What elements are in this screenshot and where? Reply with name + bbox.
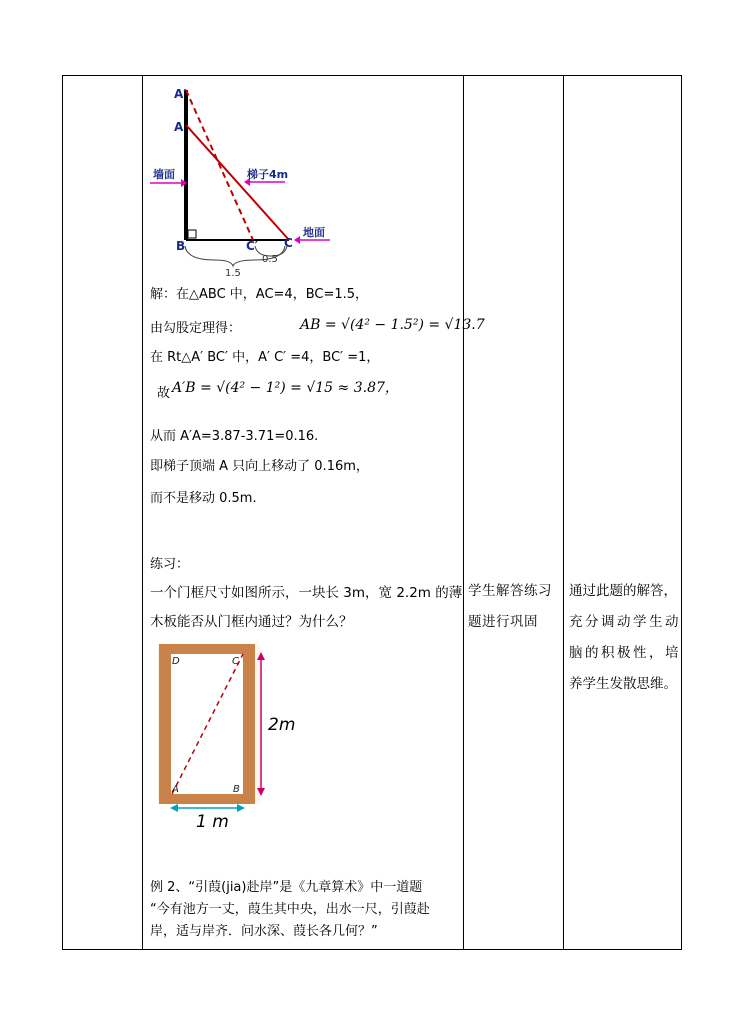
- solution-line-4-math: A′B = √(4² − 1²) = √15 ≈ 3.87，: [172, 380, 399, 396]
- exercise-line-2: 木板能否从门框内通过？为什么？: [150, 614, 353, 630]
- label-a: A: [174, 120, 184, 134]
- label-c-prime: C′: [246, 239, 258, 253]
- example2-line-3: 岸，适与岸齐．问水深、葭长各几何？”: [150, 924, 378, 939]
- design-intent-line-3: 脑的积极性，培: [569, 645, 681, 661]
- ground-label: 地面: [303, 226, 325, 239]
- width-label: 1 m: [196, 812, 229, 832]
- column-divider: [142, 76, 143, 949]
- exercise-line-1: 一个门框尺寸如图所示，一块长 3m，宽 2.2m 的薄: [150, 585, 463, 601]
- column-divider: [563, 76, 564, 949]
- label-a: A: [172, 784, 179, 795]
- label-c: C: [284, 236, 293, 250]
- ladder-figure: [145, 80, 345, 280]
- solution-line-6: 即梯子顶端 A 只向上移动了 0.16m，: [150, 459, 369, 474]
- example2-line-2: “今有池方一丈，葭生其中央，出水一尺，引葭赴: [150, 902, 430, 917]
- dim-05: 0.5: [262, 254, 278, 265]
- solution-line-2-text: 由勾股定理得：: [150, 321, 242, 336]
- design-intent-line-4: 养学生发散思维。: [569, 676, 677, 692]
- wall-label: 墙面: [153, 168, 175, 181]
- ladder-label: 梯子4m: [247, 168, 289, 181]
- height-label: 2m: [268, 715, 296, 735]
- exercise-title: 练习：: [150, 557, 190, 572]
- label-b: B: [233, 784, 240, 795]
- column-divider: [463, 76, 464, 949]
- solution-line-2-math: AB = √(4² − 1.5²) = √13.7: [300, 317, 485, 333]
- solution-line-1: 解：在△ABC 中，AC=4，BC=1.5，: [150, 287, 369, 302]
- label-b: B: [176, 239, 186, 253]
- label-a-prime: A′: [174, 87, 187, 101]
- design-intent-line-2: 充分调动学生动: [569, 614, 681, 630]
- solution-line-5: 从而 A′A=3.87-3.71=0.16.: [150, 429, 319, 444]
- label-c: C: [232, 656, 239, 667]
- design-intent-line-1: 通过此题的解答，: [569, 583, 677, 599]
- door-frame-figure: [150, 640, 310, 835]
- solution-line-3: 在 Rt△A′ BC′ 中，A′ C′ =4，BC′ =1，: [150, 350, 380, 365]
- dim-15: 1.5: [225, 268, 241, 279]
- design-intent: [569, 576, 681, 700]
- solution-line-4-prefix: 故: [157, 386, 171, 401]
- student-activity: [468, 576, 560, 638]
- solution-line-7: 而不是移动 0.5m.: [150, 491, 257, 506]
- example2-line-1: 例 2、“引葭(jia)赴岸”是《九章算术》中一道题: [150, 880, 423, 895]
- student-activity-line-1: 学生解答练习: [468, 583, 552, 599]
- student-activity-line-2: 题进行巩固: [468, 614, 538, 630]
- label-d: D: [172, 656, 180, 667]
